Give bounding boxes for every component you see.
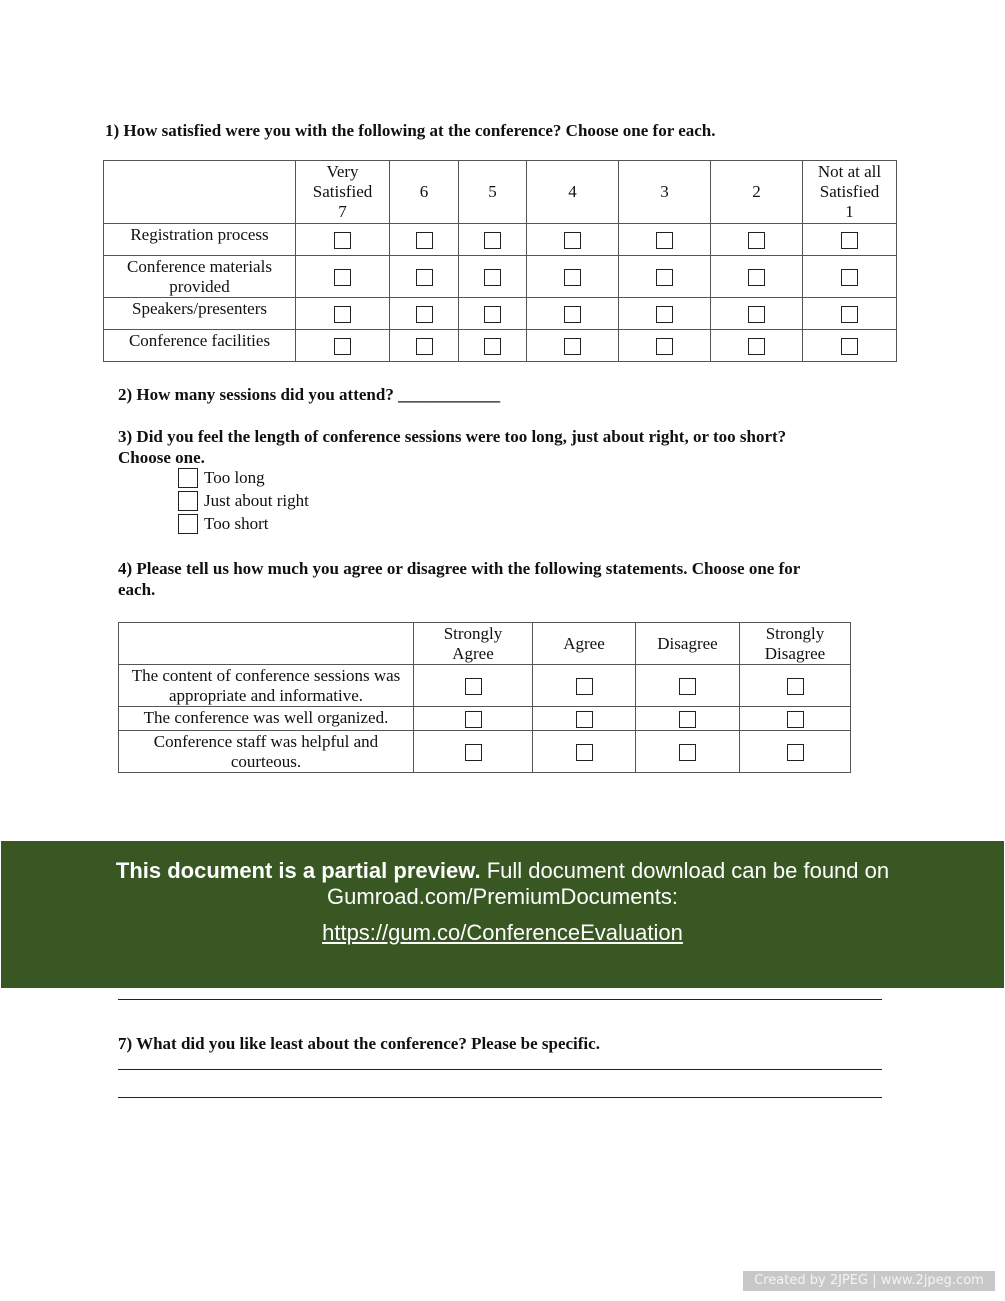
checkbox-6[interactable] <box>416 269 433 286</box>
table-header-row <box>119 623 851 665</box>
table-row <box>119 665 851 707</box>
checkbox-icon[interactable] <box>178 514 198 534</box>
checkbox-6[interactable] <box>416 306 433 323</box>
checkbox-2[interactable] <box>748 306 765 323</box>
checkbox-disagree[interactable] <box>679 744 696 761</box>
answer-line[interactable] <box>118 1097 882 1098</box>
column-header: Disagree <box>636 623 740 665</box>
checkbox-strongly-agree[interactable] <box>465 711 482 728</box>
checkbox-agree[interactable] <box>576 678 593 695</box>
checkbox-6[interactable] <box>416 232 433 249</box>
checkbox-3[interactable] <box>656 338 673 355</box>
checkbox-strongly-agree[interactable] <box>465 678 482 695</box>
column-header: 6 <box>390 161 459 224</box>
column-header: 5 <box>459 161 527 224</box>
checkbox-agree[interactable] <box>576 711 593 728</box>
table-row <box>119 731 851 773</box>
question-4: 4) Please tell us how much you agree or disagree with the following statements. Choose one for each. <box>118 559 801 599</box>
row-label: Registration process <box>104 224 296 256</box>
checkbox-4[interactable] <box>564 269 581 286</box>
checkbox-3[interactable] <box>656 306 673 323</box>
checkbox-5[interactable] <box>484 269 501 286</box>
table-row <box>104 330 897 362</box>
agreement-table <box>118 622 851 773</box>
row-label: The conference was well organized. <box>119 707 414 731</box>
checkbox-7[interactable] <box>334 306 351 323</box>
column-header: Very Satisfied 7 <box>296 161 390 224</box>
checkbox-disagree[interactable] <box>679 711 696 728</box>
checkbox-2[interactable] <box>748 338 765 355</box>
question-2: 2) How many sessions did you attend? ____________ <box>118 385 501 404</box>
table-row <box>104 256 897 298</box>
column-header: 3 <box>619 161 711 224</box>
column-header: Agree <box>533 623 636 665</box>
checkbox-icon[interactable] <box>178 491 198 511</box>
empty-header-cell <box>104 161 296 224</box>
checkbox-1[interactable] <box>841 269 858 286</box>
checkbox-agree[interactable] <box>576 744 593 761</box>
checkbox-4[interactable] <box>564 232 581 249</box>
checkbox-6[interactable] <box>416 338 433 355</box>
answer-line[interactable] <box>118 999 882 1000</box>
checkbox-1[interactable] <box>841 338 858 355</box>
watermark: Created by 2JPEG | www.2jpeg.com <box>743 1271 995 1291</box>
column-header: Strongly Disagree <box>740 623 851 665</box>
column-header: 2 <box>711 161 803 224</box>
checkbox-strongly-disagree[interactable] <box>787 711 804 728</box>
question-3: 3) Did you feel the length of conference sessions were too long, just about right, or too short? Choose one. <box>118 427 787 467</box>
question-1: 1) How satisfied were you with the following at the conference? Choose one for each. <box>105 121 716 140</box>
checkbox-strongly-disagree[interactable] <box>787 678 804 695</box>
checkbox-2[interactable] <box>748 269 765 286</box>
checkbox-icon[interactable] <box>178 468 198 488</box>
banner-text-line2: Gumroad.com/PremiumDocuments: <box>327 884 678 909</box>
checkbox-1[interactable] <box>841 306 858 323</box>
checkbox-strongly-disagree[interactable] <box>787 744 804 761</box>
checkbox-disagree[interactable] <box>679 678 696 695</box>
checkbox-4[interactable] <box>564 338 581 355</box>
column-header: 4 <box>527 161 619 224</box>
row-label: Conference staff was helpful and courteous. <box>119 731 414 773</box>
preview-banner <box>1 841 1004 988</box>
question-7: 7) What did you like least about the conference? Please be specific. <box>118 1034 600 1053</box>
checkbox-strongly-agree[interactable] <box>465 744 482 761</box>
satisfaction-table <box>103 160 897 362</box>
table-row <box>104 224 897 256</box>
column-header: Strongly Agree <box>414 623 533 665</box>
checkbox-1[interactable] <box>841 232 858 249</box>
row-label: Conference facilities <box>104 330 296 362</box>
row-label: Conference materials provided <box>104 256 296 298</box>
length-options <box>178 466 309 535</box>
checkbox-5[interactable] <box>484 338 501 355</box>
checkbox-5[interactable] <box>484 232 501 249</box>
download-link[interactable]: https://gum.co/ConferenceEvaluation <box>322 920 683 945</box>
banner-bold-text: This document is a partial preview. <box>115 858 481 883</box>
checkbox-2[interactable] <box>748 232 765 249</box>
table-header-row <box>104 161 897 224</box>
banner-text: Full document download can be found on <box>480 858 890 883</box>
option-just-about-right[interactable]: Just about right <box>178 489 309 512</box>
option-too-long[interactable]: Too long <box>178 466 309 489</box>
row-label: Speakers/presenters <box>104 298 296 330</box>
column-header: Not at all Satisfied 1 <box>803 161 897 224</box>
checkbox-5[interactable] <box>484 306 501 323</box>
checkbox-7[interactable] <box>334 269 351 286</box>
checkbox-4[interactable] <box>564 306 581 323</box>
option-too-short[interactable]: Too short <box>178 512 309 535</box>
checkbox-3[interactable] <box>656 269 673 286</box>
checkbox-7[interactable] <box>334 338 351 355</box>
checkbox-7[interactable] <box>334 232 351 249</box>
answer-line[interactable] <box>118 1069 882 1070</box>
row-label: The content of conference sessions was appropriate and informative. <box>119 665 414 707</box>
table-row <box>104 298 897 330</box>
table-row <box>119 707 851 731</box>
empty-header-cell <box>119 623 414 665</box>
checkbox-3[interactable] <box>656 232 673 249</box>
